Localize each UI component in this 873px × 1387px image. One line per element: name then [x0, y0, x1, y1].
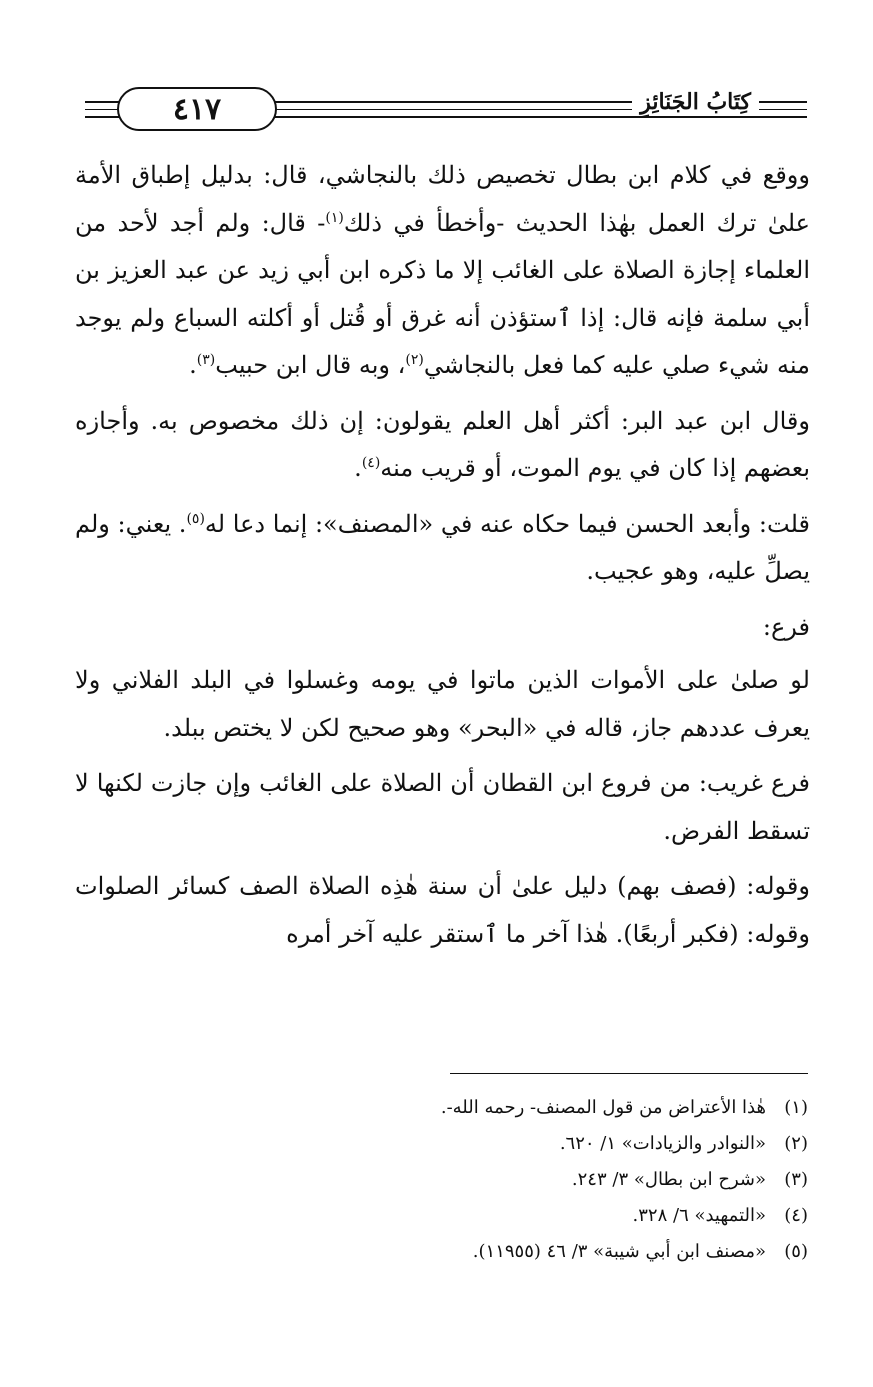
paragraph-1-text-b: - قال: ولم أجد لأحد من العلماء إجازة الصلاة على الغائب إلا ما ذكره ابن أبي زيد عن عبد العزيز بن أبي سلمة فإنه قال: إذا ٱستؤذن أنه غرق أو قُتل أو أكلته السباع ولم يوجد منه شيء صلي عليه كما فعل بالنجاشي	[75, 208, 810, 379]
paragraph-1	[75, 152, 810, 390]
footnote-marker-1[interactable]: (١)	[325, 209, 344, 226]
paragraph-1-text-c: ، وبه قال ابن حبيب	[215, 351, 406, 379]
footnote-number: (١)	[784, 1097, 808, 1118]
footnote-marker-2[interactable]: (٢)	[405, 352, 424, 368]
paragraph-2-text-a: وقال ابن عبد البر: أكثر أهل العلم يقولون: إن ذلك مخصوص به. وأجازه بعضهم إذا كان في يوم الموت، أو قريب منه	[75, 406, 810, 482]
footnote-text: هٰذا الأعتراض من قول المصنف- رحمه الله-.	[440, 1097, 766, 1118]
footnote-item	[300, 1126, 808, 1162]
paragraph-3	[75, 501, 810, 596]
paragraph-1-text-a: ووقع في كلام ابن بطال تخصيص ذلك بالنجاشي، قال: بدليل إطباق الأمة علىٰ ترك العمل بهٰذا الحديث -وأخطأ في ذلك	[75, 161, 810, 237]
paragraph-7: وقوله: (فصف بهم) دليل علىٰ أن سنة هٰذِه الصلاة الصف كسائر الصلوات وقوله: (فكبر أربعًا). هٰذا آخر ما ٱستقر عليه آخر أمره	[75, 872, 810, 948]
paragraph-3-text-a: قلت: وأبعد الحسن فيما حكاه عنه في «المصنف»: إنما دعا له	[204, 509, 810, 538]
footnote-text: «التمهيد» ٦/ ٣٢٨.	[632, 1205, 766, 1226]
page-header	[85, 85, 807, 135]
footnote-marker-5[interactable]: (٥)	[186, 510, 205, 527]
footnote-item	[300, 1162, 808, 1198]
footnote-text: «شرح ابن بطال» ٣/ ٢٤٣.	[571, 1169, 766, 1190]
main-text	[75, 152, 810, 966]
footnotes	[300, 1090, 808, 1270]
paragraph-2	[75, 398, 810, 493]
running-title: كِتَابُ الجَنَائِزِ	[632, 89, 759, 115]
footnote-item	[300, 1198, 808, 1234]
section-heading-far: فرع:	[762, 612, 810, 641]
footnote-text: «مصنف ابن أبي شيبة» ٣/ ٤٦ (١١٩٥٥).	[472, 1241, 766, 1262]
footnote-marker-4[interactable]: (٤)	[361, 455, 381, 471]
footnote-number: (٣)	[784, 1169, 808, 1190]
footnote-item	[300, 1234, 808, 1270]
paragraph-1-text-d: .	[189, 351, 197, 379]
footnote-marker-3[interactable]: (٣)	[196, 352, 216, 368]
footnote-number: (٢)	[784, 1133, 808, 1154]
footnote-number: (٤)	[784, 1205, 808, 1226]
paragraph-3-text-b: . يعني: ولم يصلِّ عليه، وهو عجيب.	[75, 509, 810, 585]
page-number: ٤١٧	[117, 87, 277, 131]
footnote-separator	[450, 1073, 808, 1074]
footnote-text: «النوادر والزيادات» ١/ ٦٢٠.	[559, 1133, 766, 1154]
paragraph-6: فرع غريب: من فروع ابن القطان أن الصلاة على الغائب وإن جازت لكنها لا تسقط الفرض.	[75, 769, 810, 845]
paragraph-2-text-b: .	[354, 454, 362, 482]
footnote-item	[300, 1090, 808, 1126]
footnote-number: (٥)	[784, 1241, 808, 1262]
paragraph-5: لو صلىٰ على الأموات الذين ماتوا في يومه وغسلوا في البلد الفلاني ولا يعرف عددهم جاز، قاله في «البحر» وهو صحيح لكن لا يختص ببلد.	[75, 666, 810, 742]
